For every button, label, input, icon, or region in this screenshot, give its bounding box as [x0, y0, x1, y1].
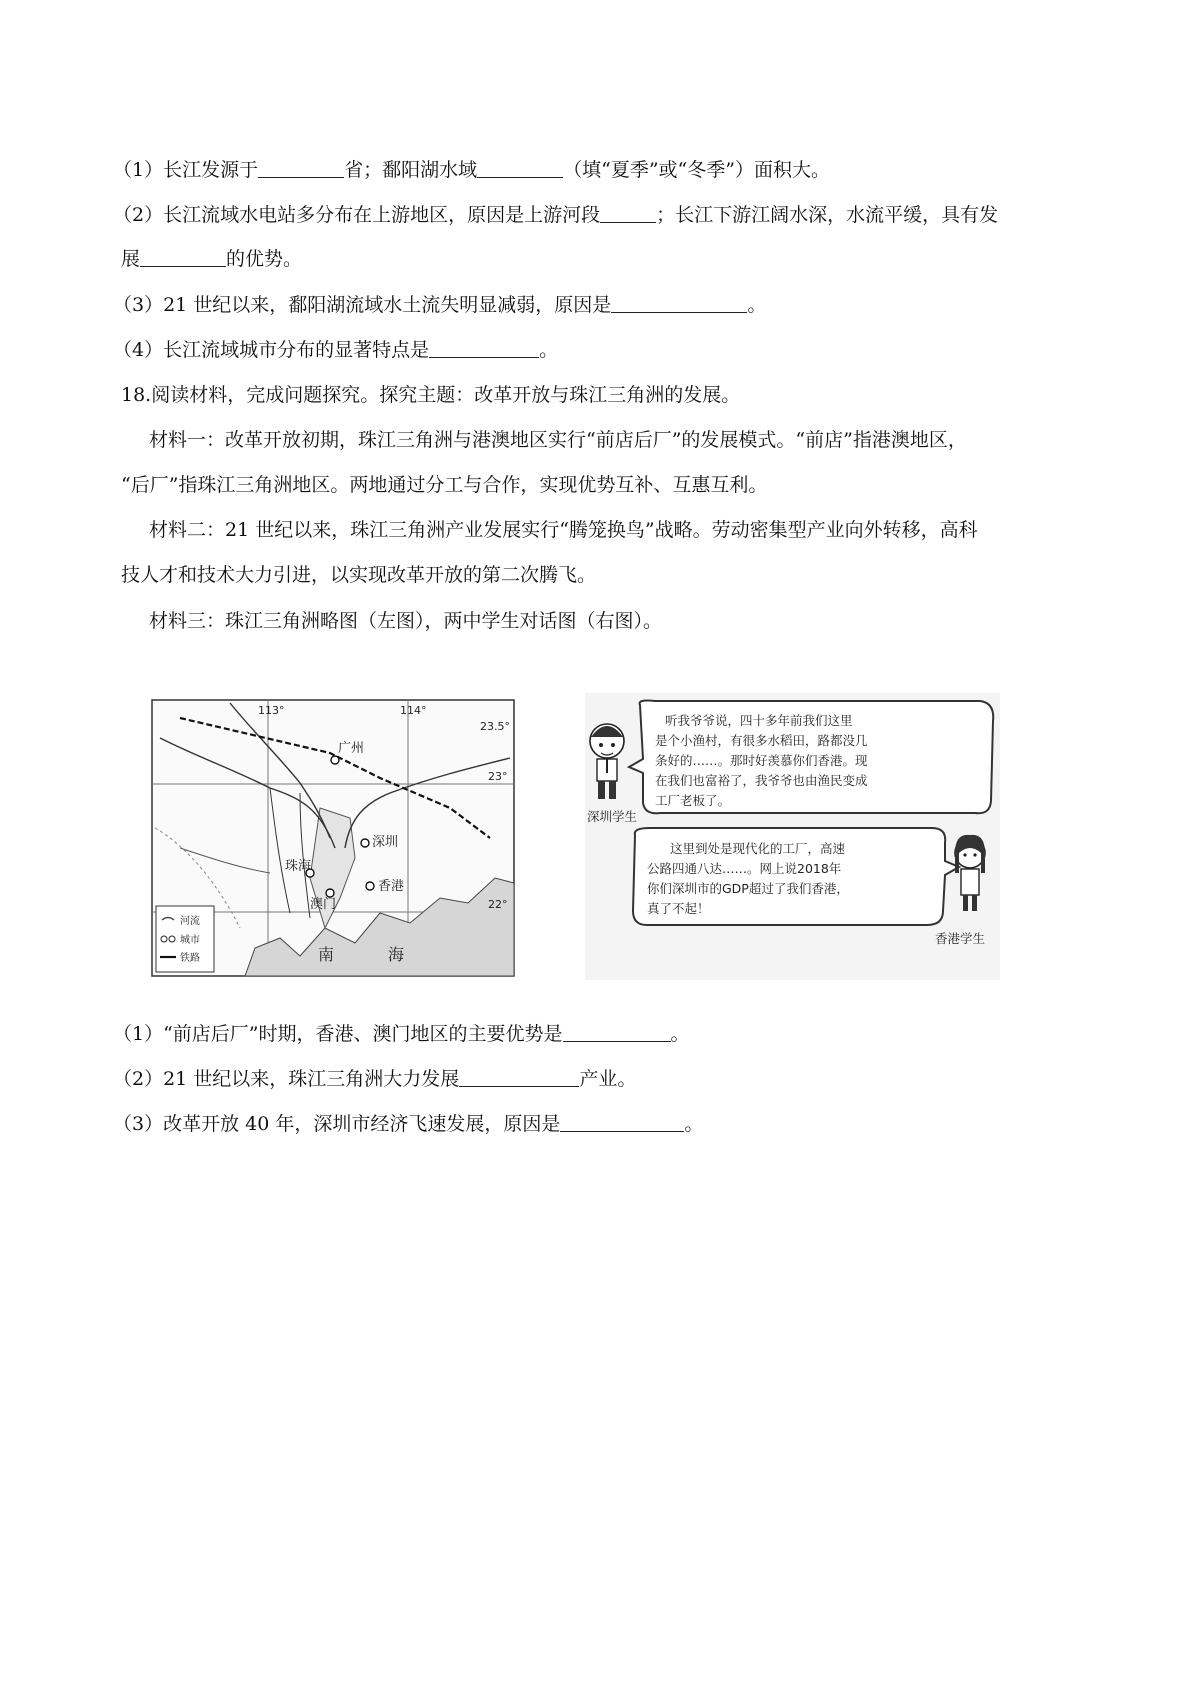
- shenzhen-label: 深圳: [372, 835, 399, 850]
- legend-river-label: 河流: [180, 916, 200, 927]
- q17-item-3-text-a: 21 世纪以来，鄱阳湖流域水土流失明显减弱，原因是: [163, 294, 612, 316]
- sea-label-2: 海: [388, 945, 405, 964]
- q17-item-1: [113, 158, 830, 182]
- material-2-line-1: 材料二：21 世纪以来，珠江三角洲产业发展实行“腾笼换鸟”战略。劳动密集型产业向外转移，高科: [149, 519, 978, 541]
- q17-item-2-text-d: 的优势。: [226, 248, 303, 270]
- q17-item-1-text-c: （填“夏季”或“冬季”）面积大。: [563, 159, 830, 181]
- q17-item-3-text-b: 。: [747, 294, 767, 316]
- comic-svg: [585, 693, 1000, 980]
- q18-item-3-text-b: 。: [684, 1113, 704, 1135]
- longitude-label-113: 113°: [258, 704, 285, 717]
- legend-city-label: 城市: [180, 935, 200, 946]
- q18-item-1-text-b: 。: [670, 1023, 690, 1045]
- material-1-line-1: 材料一：改革开放初期，珠江三角洲与港澳地区实行“前店后厂”的发展模式。“前店”指港澳地区，: [149, 429, 967, 451]
- material-1-line-2: “后厂”指珠江三角洲地区。两地通过分工与合作，实现优势互补、互惠互利。: [121, 474, 768, 496]
- answer-blank[interactable]: [611, 294, 747, 313]
- shenzhen-text-line-4: 在我们也富裕了，我爷爷也由渔民变成: [655, 773, 868, 788]
- q17-item-3-number: （3）: [113, 294, 164, 316]
- answer-blank[interactable]: [477, 159, 563, 178]
- map-svg: [150, 698, 516, 978]
- guangzhou-city-marker: [331, 756, 339, 764]
- shenzhen-text-line-1: 听我爷爷说，四十多年前我们这里: [665, 713, 853, 728]
- q18-item-2: [113, 1067, 636, 1091]
- pearl-river-delta-map: [150, 698, 516, 978]
- q17-item-2-line-2: [121, 247, 302, 271]
- q18-item-1: [113, 1022, 690, 1046]
- sea-label-1: 南: [318, 945, 335, 964]
- q18-heading: 18.阅读材料，完成问题探究。探究主题：改革开放与珠江三角洲的发展。: [121, 384, 741, 406]
- q17-item-1-text-a: 长江发源于: [163, 159, 259, 181]
- q17-item-2-text-a: 长江流域水电站多分布在上游地区，原因是上游河段: [163, 204, 601, 226]
- q18-item-2-text-b: 产业。: [579, 1068, 637, 1090]
- answer-blank[interactable]: [600, 204, 656, 223]
- legend-city-symbol: [169, 936, 175, 942]
- student-dialogue-comic: [585, 693, 1000, 980]
- longitude-label-114: 114°: [400, 704, 427, 717]
- q17-item-4-text-a: 长江流域城市分布的显著特点是: [163, 339, 430, 361]
- material-2-line-2: 技人才和技术大力引进，以实现改革开放的第二次腾飞。: [121, 564, 597, 586]
- hongkong-text-line-2: 公路四通八达……。网上说2018年: [647, 861, 842, 876]
- macau-label: 澳门: [310, 897, 337, 912]
- answer-blank[interactable]: [429, 339, 539, 358]
- shenzhen-text-line-2: 是个小渔村，有很多水稻田，路都没几: [655, 733, 868, 748]
- macau-city-marker: [326, 889, 334, 897]
- q18-item-2-text-a: 21 世纪以来，珠江三角洲大力发展: [163, 1068, 460, 1090]
- q17-item-4-number: （4）: [113, 339, 164, 361]
- q17-item-4-text-b: 。: [539, 339, 559, 361]
- q18-item-3-number: （3）: [113, 1113, 164, 1135]
- q18-item-2-number: （2）: [113, 1068, 164, 1090]
- answer-blank[interactable]: [459, 1068, 579, 1087]
- latitude-label-23-5: 23.5°: [480, 720, 510, 733]
- q17-item-4: [113, 338, 558, 362]
- q18-item-3-text-a: 改革开放 40 年，深圳市经济飞速发展，原因是: [163, 1113, 561, 1135]
- answer-blank[interactable]: [140, 248, 226, 267]
- hongkong-text-line-3: 你们深圳市的GDP超过了我们香港，: [647, 881, 849, 896]
- hongkong-student-label: 香港学生: [935, 931, 986, 946]
- legend-city-symbol: [161, 936, 167, 942]
- shenzhen-text-line-3: 条好的……。那时好羡慕你们香港。现: [655, 753, 868, 768]
- shenzhen-text-line-5: 工厂老板了。: [655, 793, 731, 808]
- shenzhen-student-label: 深圳学生: [587, 809, 638, 824]
- legend-railway-label: 铁路: [180, 953, 200, 964]
- guangzhou-label: 广州: [338, 741, 365, 756]
- shenzhen-city-marker: [361, 839, 369, 847]
- q17-item-3: [113, 293, 766, 317]
- q18-item-1-text-a: “前店后厂”时期，香港、澳门地区的主要优势是: [163, 1023, 563, 1045]
- zhuhai-label: 珠海: [285, 859, 312, 874]
- q18-item-1-number: （1）: [113, 1023, 164, 1045]
- q17-item-2-text-b: ；长江下游江阔水深，水流平缓，具有发: [656, 204, 999, 226]
- q17-item-1-text-b: 省；鄱阳湖水域: [344, 159, 478, 181]
- hongkong-text-line-4: 真了不起！: [647, 901, 710, 916]
- answer-blank[interactable]: [560, 1113, 684, 1132]
- latitude-label-22: 22°: [488, 898, 508, 911]
- hongkong-text-line-1: 这里到处是现代化的工厂，高速: [670, 841, 846, 856]
- q18-item-3: [113, 1112, 703, 1136]
- latitude-label-23: 23°: [488, 770, 508, 783]
- hongkong-label: 香港: [378, 879, 405, 894]
- answer-blank[interactable]: [563, 1023, 671, 1042]
- material-3: 材料三：珠江三角洲略图（左图），两中学生对话图（右图）。: [149, 610, 663, 632]
- q17-item-2-line-1: [113, 203, 998, 227]
- q17-item-1-number: （1）: [113, 159, 164, 181]
- answer-blank[interactable]: [258, 159, 344, 178]
- q17-item-2-text-c: 展: [121, 248, 141, 270]
- q17-item-2-number: （2）: [113, 204, 164, 226]
- hongkong-city-marker: [366, 882, 374, 890]
